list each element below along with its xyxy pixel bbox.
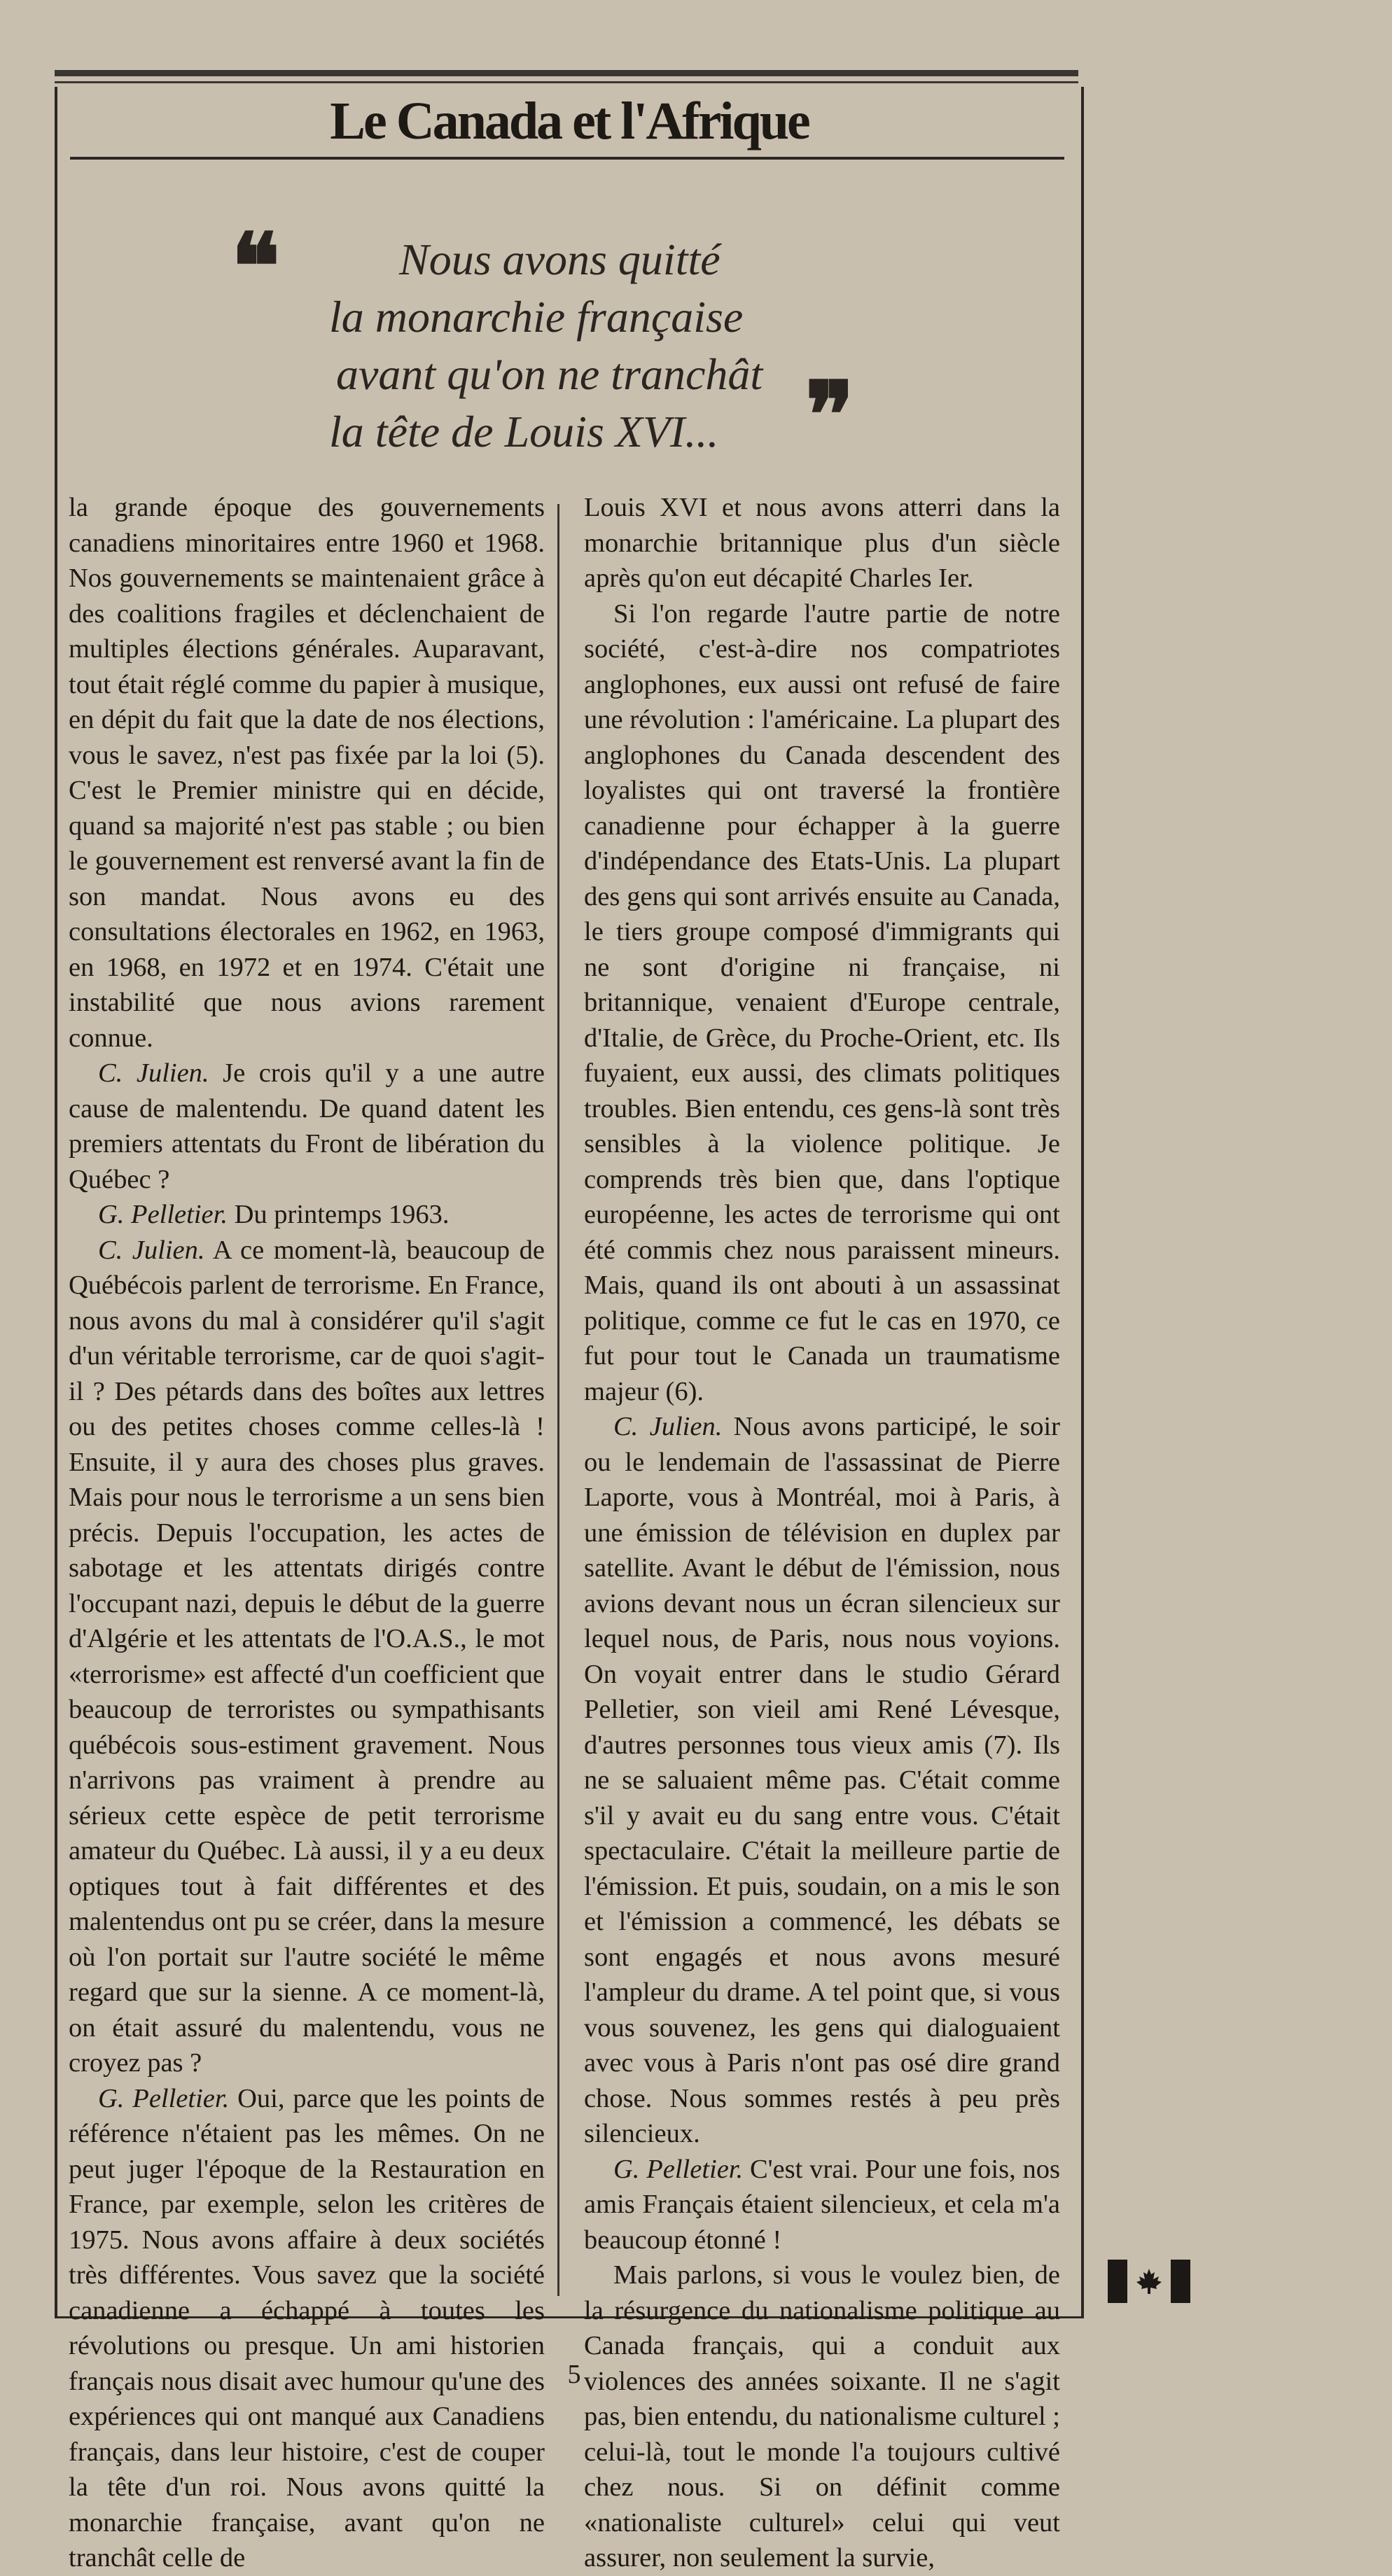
speaker-name: C. Julien.	[98, 1235, 205, 1265]
top-rule-thin	[55, 81, 1078, 83]
page-number: 5	[567, 2360, 581, 2389]
top-rule	[55, 70, 1078, 76]
speaker-name: C. Julien.	[613, 1412, 723, 1441]
speaker-name: G. Pelletier.	[98, 1200, 228, 1229]
maple-leaf-icon	[1135, 2267, 1163, 2295]
speaker-name: C. Julien.	[98, 1058, 209, 1088]
paragraph: Louis XVI et nous avons atterri dans la monarchie britannique plus d'un siècle après qu'on eut décapité Charles Ier.	[584, 493, 1060, 593]
pull-quote-line: la tête de Louis XVI...	[329, 407, 719, 456]
column-separator	[557, 504, 559, 2296]
canadian-flag-icon	[1108, 2260, 1190, 2303]
left-column	[69, 490, 545, 2576]
pull-quote-line: Nous avons quitté	[399, 234, 721, 284]
paragraph: Mais parlons, si vous le voulez bien, de la résurgence du nationalisme politique au Canada français, qui a conduit aux violences des années soixante. Il ne s'agit pas, bien entendu, du nationalisme culturel ; celui-là, tout le monde l'a toujours cultivé chez nous. Si on définit comme «nationaliste culturel» celui qui veut assurer, non seulement la survie,	[584, 2260, 1060, 2572]
paragraph: C. Julien. Nous avons participé, le soir ou le lendemain de l'assassinat de Pierre Laporte, vous à Montréal, moi à Paris, à une émission de télévision en duplex par satellite. Avant le début de l'émission, nous avions devant nous un écran silencieux sur lequel nous, de Paris, nous nous voyions. On voyait entrer dans le studio Gérard Pelletier, son vieil ami René Lévesque, d'autres personnes tous vieux amis (7). Ils ne se saluaient même pas. C'était comme s'il y avait eu du sang entre vous. C'était spectaculaire. C'était la meilleure partie de l'émission. Et puis, soudain, on a mis le son et l'émission a commencé, les débats se sont engagés et nous avons mesuré l'ampleur du drame. A tel point que, si vous vous souvenez, les gens qui dialoguaient avec vous à Paris n'ont pas osé dire grand chose. Nous sommes restés à peu près silencieux.	[584, 1412, 1060, 2148]
paragraph: Si l'on regarde l'autre partie de notre société, c'est-à-dire nos compatriotes anglophones, eux aussi ont refusé de faire une révolution : l'américaine. La plupart des anglophones du Canada descendent des loyalistes qui ont traversé la frontière canadienne pour échapper à la guerre d'indépendance des Etats-Unis. La plupart des gens qui sont arrivés ensuite au Canada, le tiers groupe composé d'immigrants qui ne sont d'origine ni française, ni britannique, venaient d'Europe centrale, d'Italie, de Grèce, du Proche-Orient, etc. Ils fuyaient, eux aussi, des climats politiques troubles. Bien entendu, ces gens-là sont très sensibles à la violence politique. Je comprends très bien que, dans l'optique européenne, les actes de terrorisme qui ont été commis chez nous paraissent mineurs. Mais, quand ils ont abouti à un assassinat politique, comme ce fut le cas en 1970, ce fut pour tout le Canada un traumatisme majeur (6).	[584, 598, 1060, 1406]
paragraph: la grande époque des gouvernements canadiens minoritaires entre 1960 et 1968. Nos gouvernements se maintenaient grâce à des coalitions fragiles et déclenchaient de multiples élections générales. Auparavant, tout était réglé comme du papier à musique, en dépit du fait que la date de nos élections, vous le savez, n'est pas fixée par la loi (5). C'est le Premier ministre qui en décide, quand sa majorité n'est pas stable ; ou bien le gouvernement est renversé avant la fin de son mandat. Nous avons eu des consultations électorales en 1962, en 1963, en 1968, en 1972 et en 1974. C'était une instabilité que nous avions rarement connue.	[69, 493, 545, 1053]
open-quote-mark: ❝	[231, 218, 280, 318]
section-title: Le Canada et l'Afrique	[330, 92, 809, 150]
right-column	[584, 490, 1060, 2576]
paragraph: G. Pelletier. Du printemps 1963.	[98, 1200, 450, 1229]
pull-quote-line: la monarchie française	[329, 292, 744, 342]
paragraph: G. Pelletier. C'est vrai. Pour une fois, nos amis Français étaient silencieux, et cela m'a beaucoup étonné !	[584, 2154, 1060, 2255]
close-quote-mark: ❞	[805, 366, 854, 467]
paragraph: C. Julien. A ce moment-là, beaucoup de Québécois parlent de terrorisme. En France, nous avons du mal à considérer qu'il s'agit d'un véritable terrorisme, car de quoi s'agit-il ? Des pétards dans des boîtes aux lettres ou des petites choses comme celles-là ! Ensuite, il y aura des choses plus graves. Mais pour nous le terrorisme a un sens bien précis. Depuis l'occupation, les actes de sabotage et les attentats dirigés contre l'occupant nazi, depuis le début de la guerre d'Algérie et les attentats de l'O.A.S., le mot «terrorisme» est affecté d'un coefficient que beaucoup de terroristes ou sympathisants québécois sous-estiment gravement. Nous n'arrivons pas vraiment à prendre au sérieux cette espèce de petit terrorisme amateur du Québec. Là aussi, il y a eu deux optiques tout à fait différentes et des malentendus ont pu se créer, dans la mesure où l'on portait sur l'autre société le même regard que sur la sienne. A ce moment-là, on était assuré du malentendu, vous ne croyez pas ?	[69, 1235, 545, 2078]
pull-quote-line: avant qu'on ne tranchât	[336, 349, 763, 399]
paragraph: G. Pelletier. Oui, parce que les points de référence n'étaient pas les mêmes. On ne peut juger l'époque de la Restauration en France, par exemple, selon les critères de 1975. Nous avons affaire à deux sociétés très différentes. Vous savez que la société canadienne a échappé à toutes les révolutions ou presque. Un ami historien français nous disait avec humour qu'une des expériences qui ont manqué aux Canadiens français, dans leur histoire, c'est de couper la tête d'un roi. Nous avons quitté la monarchie française, avant qu'on ne tranchât celle de	[69, 2083, 545, 2572]
title-rule	[70, 157, 1064, 160]
speaker-name: G. Pelletier.	[613, 2154, 744, 2184]
speaker-name: G. Pelletier.	[98, 2083, 230, 2113]
paragraph: C. Julien. Je crois qu'il y a une autre cause de malentendu. De quand datent les premiers attentats du Front de libération du Québec ?	[69, 1058, 545, 1194]
